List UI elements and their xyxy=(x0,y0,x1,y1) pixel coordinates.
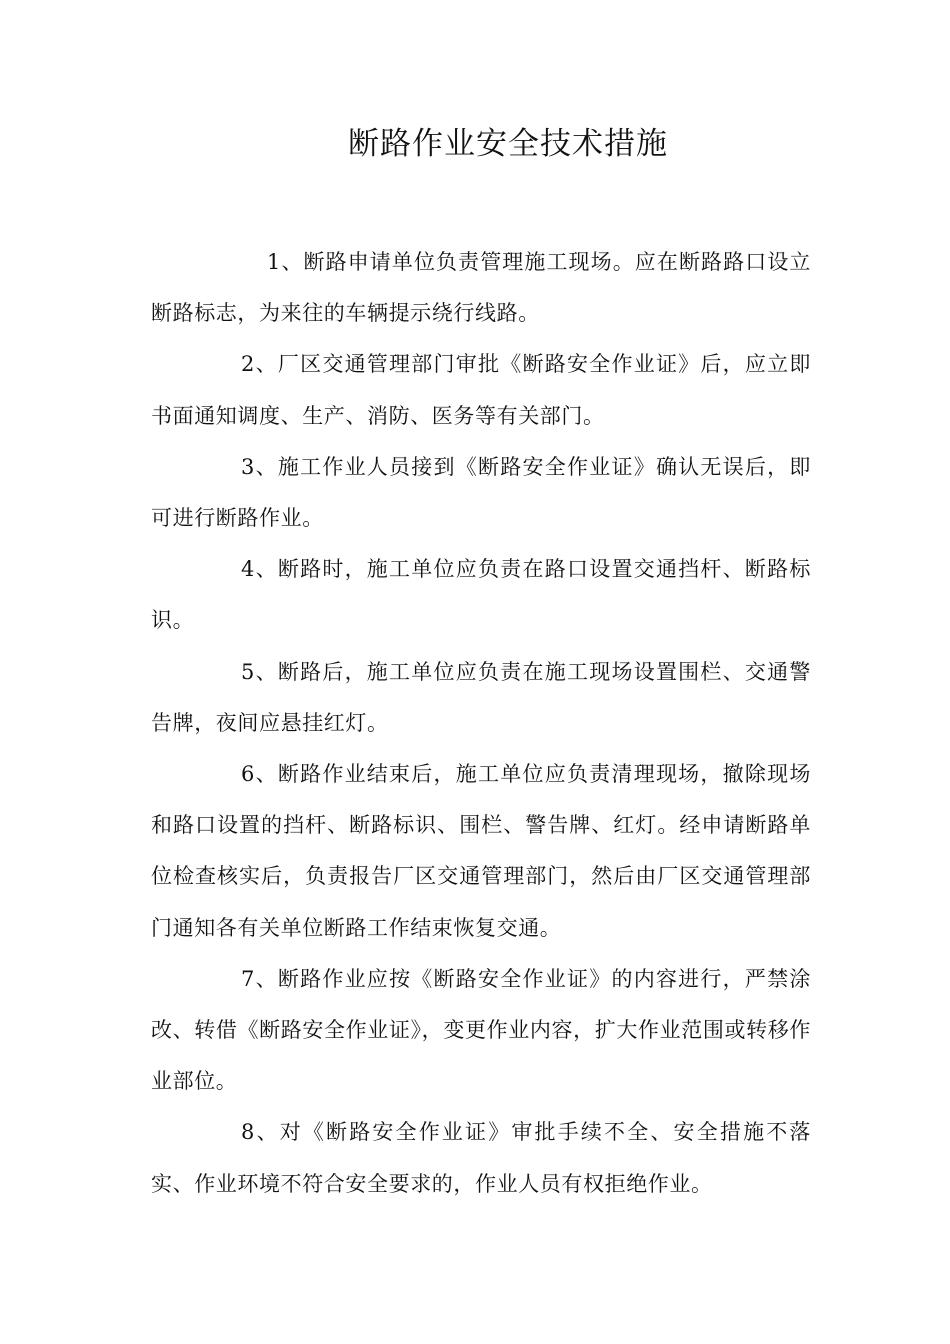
paragraph-7: 7、断路作业应按《断路安全作业证》的内容进行，严禁涂改、转借《断路安全作业证》，变更作业内容，扩大作业范围或转移作业部位。 xyxy=(151,966,811,1094)
document-title: 断路作业安全技术措施 xyxy=(348,126,668,162)
paragraph-6: 6、断路作业结束后，施工单位应负责清理现场，撤除现场和路口设置的挡杆、断路标识、围栏、警告牌、红灯。经申请断路单位检查核实后，负责报告厂区交通管理部门，然后由厂区交通管理部门通知各有关单位断路工作结束恢复交通。 xyxy=(151,762,811,940)
paragraph-8: 8、对《断路安全作业证》审批手续不全、安全措施不落实、作业环境不符合安全要求的，作业人员有权拒绝作业。 xyxy=(151,1120,811,1196)
paragraph-3: 3、施工作业人员接到《断路安全作业证》确认无误后，即可进行断路作业。 xyxy=(151,454,811,531)
document-body xyxy=(151,237,811,1210)
paragraph-2: 2、厂区交通管理部门审批《断路安全作业证》后，应立即书面通知调度、生产、消防、医务等有关部门。 xyxy=(151,352,811,428)
paragraph-4: 4、断路时，施工单位应负责在路口设置交通挡杆、断路标识。 xyxy=(151,557,811,633)
paragraph-1: 1、断路申请单位负责管理施工现场。应在断路路口设立断路标志，为来往的车辆提示绕行线路。 xyxy=(151,250,811,326)
paragraph-5: 5、断路后，施工单位应负责在施工现场设置围栏、交通警告牌，夜间应悬挂红灯。 xyxy=(151,659,811,735)
